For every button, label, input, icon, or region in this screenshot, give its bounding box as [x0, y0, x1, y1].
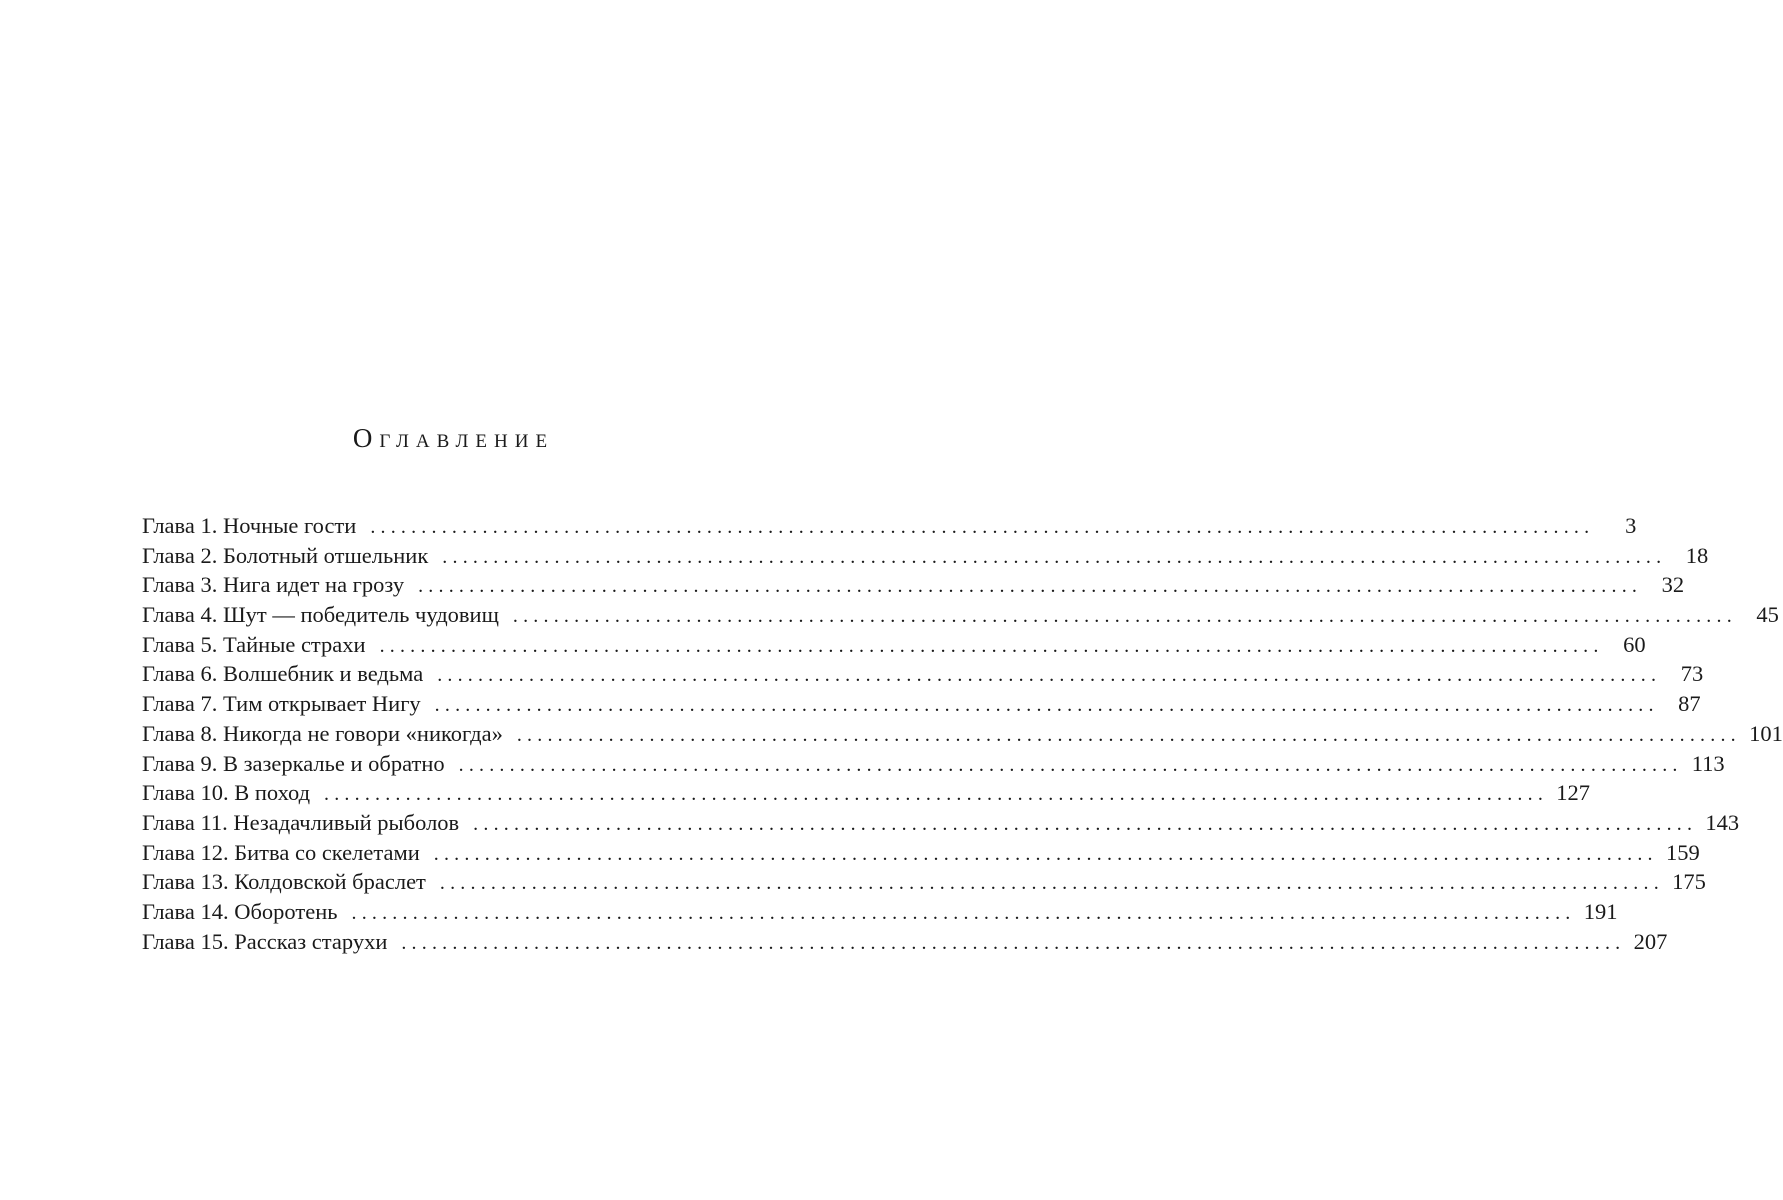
toc-entry: [142, 570, 1685, 600]
toc-entry-label: Глава 6. Волшебник и ведьма: [142, 661, 424, 687]
toc-leader-dots: ........................................................................................................................: [418, 575, 1643, 598]
toc-entry-label: Глава 5. Тайные страхи: [142, 631, 366, 657]
toc-entry-label: Глава 2. Болотный отшельник: [142, 542, 429, 568]
toc-entry-label: Глава 8. Никогда не говори «никогда»: [142, 720, 503, 746]
toc-entry: [142, 749, 1725, 779]
toc-leader-dots: ........................................................................................................................: [433, 842, 1658, 865]
toc-leader-dots: ........................................................................................................................: [458, 753, 1683, 776]
toc-leader-dots: ........................................................................................................................: [512, 605, 1737, 628]
toc-entry-label: Глава 1. Ночные гости: [142, 513, 357, 538]
toc-entry-page: 32: [1661, 572, 1685, 598]
toc-entry-label: Глава 12. Битва со скелетами: [142, 839, 420, 865]
toc-entry-page: 3: [1625, 513, 1637, 538]
toc-leader-dots: ........................................................................................................................: [401, 931, 1626, 954]
toc-entry-label: Глава 13. Колдовской браслет: [142, 869, 426, 895]
toc-title: Оглавление: [352, 423, 555, 453]
toc-entry: [142, 511, 1637, 541]
toc-entry: [142, 630, 1646, 660]
toc-entry-label: Глава 3. Нига идет на грозу: [142, 572, 405, 598]
toc-entry: [142, 719, 1783, 749]
toc-entry-page: 191: [1583, 898, 1618, 924]
toc-entry-page: 175: [1672, 869, 1706, 895]
toc-leader-dots: ........................................................................................................................: [473, 812, 1698, 835]
toc-entry-page: 73: [1680, 661, 1704, 687]
toc-entry-page: 60: [1623, 631, 1646, 657]
toc-leader-dots: ........................................................................................................................: [434, 694, 1659, 717]
toc-entry: [142, 659, 1704, 689]
toc-entry: [142, 927, 1668, 957]
toc-leader-dots: ........................................................................................................................: [324, 783, 1549, 806]
toc-leader-dots: ........................................................................................................................: [437, 664, 1662, 687]
toc-entry-page: 45: [1756, 602, 1779, 628]
toc-leader-dots: ........................................................................................................................: [439, 872, 1664, 895]
toc-entry-page: 143: [1705, 809, 1740, 835]
toc-entry-label: Глава 9. В зазеркалье и обратно: [142, 750, 445, 776]
toc-entry: [142, 689, 1701, 719]
toc-entry: [142, 867, 1706, 897]
toc-leader-dots: ........................................................................................................................: [516, 723, 1741, 746]
toc-entry-page: 87: [1678, 691, 1701, 717]
toc-entry: [142, 600, 1779, 630]
toc-leader-dots: ........................................................................................................................: [442, 545, 1667, 568]
toc-leader-dots: ........................................................................................................................: [370, 516, 1595, 538]
toc-entry: [142, 838, 1700, 868]
toc-entry: [142, 897, 1618, 927]
toc-entry-page: 127: [1556, 780, 1591, 806]
toc-entry: [142, 808, 1740, 838]
toc-entry-label: Глава 15. Рассказ старухи: [142, 928, 388, 954]
toc-list: [142, 511, 1783, 956]
toc-entry: [142, 778, 1591, 808]
toc-leader-dots: ........................................................................................................................: [379, 634, 1604, 657]
toc-entry-label: Глава 14. Оборотень: [142, 898, 338, 924]
toc-entry-page: 159: [1666, 839, 1700, 865]
toc-leader-dots: ........................................................................................................................: [351, 901, 1576, 924]
toc-entry-page: 18: [1685, 542, 1709, 568]
toc-entry: [142, 541, 1709, 571]
toc-entry-page: 101: [1749, 720, 1783, 746]
toc-entry-label: Глава 4. Шут — победитель чудовищ: [142, 602, 499, 628]
toc-entry-page: 207: [1633, 928, 1668, 954]
toc-entry-label: Глава 7. Тим открывает Нигу: [142, 691, 421, 717]
toc-entry-label: Глава 11. Незадачливый рыболов: [142, 809, 460, 835]
toc-entry-label: Глава 10. В поход: [142, 780, 311, 806]
toc-entry-page: 113: [1691, 750, 1725, 776]
